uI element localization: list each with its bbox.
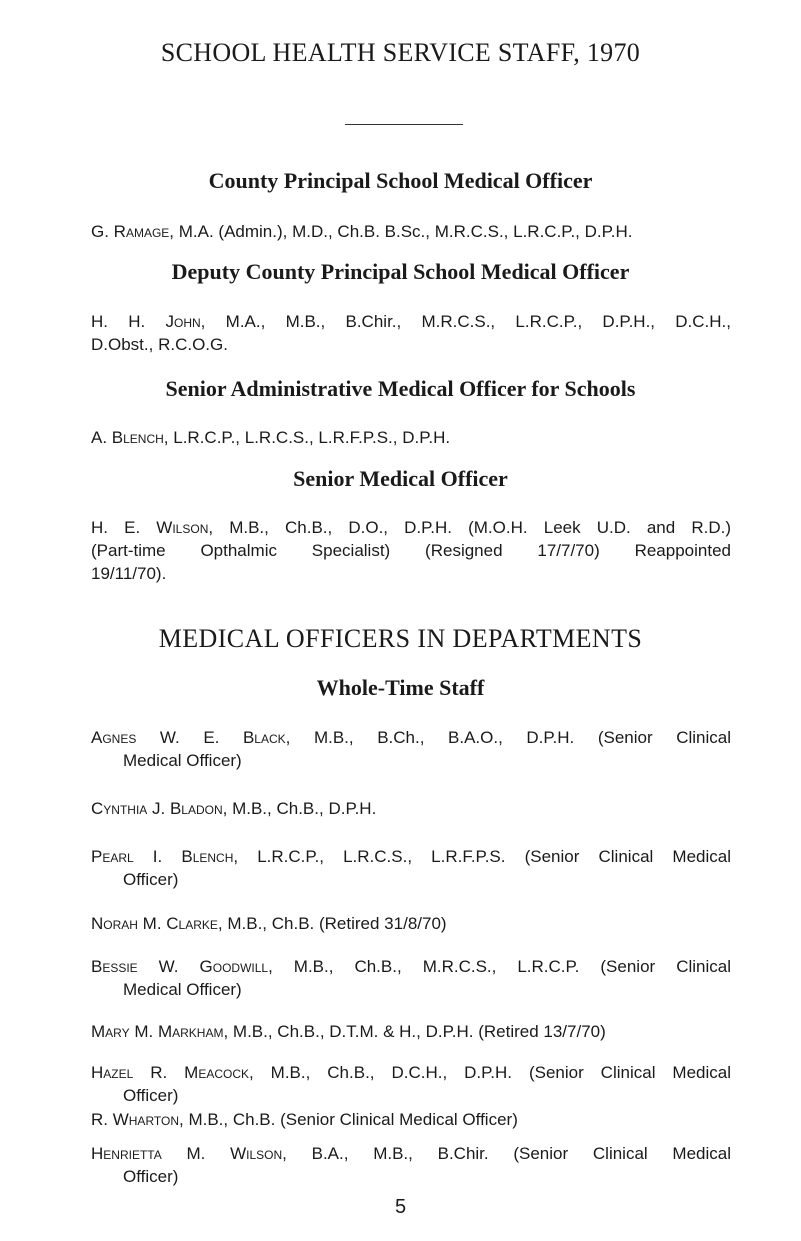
- staff-entry: [91, 955, 731, 1001]
- staff-qualifications-cont: Medical Officer): [123, 980, 242, 999]
- staff-qualifications-cont: D.Obst., R.C.O.G.: [91, 335, 228, 354]
- staff-entry: [91, 797, 731, 820]
- staff-qualifications-cont: Officer): [123, 1167, 179, 1186]
- page-number: 5: [394, 1196, 407, 1218]
- departments-heading: MEDICAL OFFICERS IN DEPARTMENTS: [158, 624, 643, 653]
- staff-qualifications-cont: Medical Officer): [123, 751, 242, 770]
- staff-qualifications-cont: 19/11/70).: [91, 564, 167, 583]
- staff-entry: [91, 516, 731, 585]
- staff-name: G. Ramage,: [91, 222, 175, 241]
- staff-qualifications: M.B., Ch.B. (Retired 31/8/70): [222, 914, 447, 933]
- section-heading: Deputy County Principal School Medical Officer: [171, 259, 630, 284]
- staff-name: Pearl I. Blench,: [91, 847, 239, 866]
- staff-qualifications: M.B., Ch.B., M.R.C.S., L.R.C.P. (Senior Clinical: [272, 957, 731, 976]
- staff-entry: [91, 912, 731, 935]
- section-heading: Senior Medical Officer: [293, 466, 508, 491]
- staff-name: Mary M. Markham,: [91, 1022, 229, 1041]
- staff-qualifications: M.B., Ch.B., D.O., D.P.H. (M.O.H. Leek U.D. and R.D.): [213, 518, 731, 537]
- staff-entry: [91, 426, 731, 449]
- staff-entry: [91, 1108, 731, 1131]
- staff-qualifications: M.A. (Admin.), M.D., Ch.B. B.Sc., M.R.C.S., L.R.C.P., D.P.H.: [174, 222, 633, 241]
- section-heading: Senior Administrative Medical Officer for Schools: [165, 376, 636, 401]
- staff-name: R. Wharton,: [91, 1110, 184, 1129]
- staff-name: Hazel R. Meacock,: [91, 1063, 254, 1082]
- staff-qualifications: M.B., Ch.B. (Senior Clinical Medical Officer): [183, 1110, 518, 1129]
- staff-qualifications-cont: Officer): [123, 870, 179, 889]
- staff-qualifications: M.A., M.B., B.Chir., M.R.C.S., L.R.C.P., D.P.H., D.C.H.,: [205, 312, 731, 331]
- page-title: SCHOOL HEALTH SERVICE STAFF, 1970: [160, 38, 641, 67]
- staff-qualifications: M.B., Ch.B., D.P.H.: [227, 799, 377, 818]
- staff-name: Agnes W. E. Black,: [91, 728, 291, 747]
- staff-qualifications: M.B., B.Ch., B.A.O., D.P.H. (Senior Clinical: [290, 728, 731, 747]
- staff-name: Cynthia J. Bladon,: [91, 799, 228, 818]
- staff-name: H. H. John,: [91, 312, 206, 331]
- staff-name: A. Blench,: [91, 428, 169, 447]
- staff-entry: [91, 310, 731, 356]
- staff-qualifications: L.R.C.P., L.R.C.S., L.R.F.P.S., D.P.H.: [168, 428, 451, 447]
- staff-qualifications: M.B., Ch.B., D.C.H., D.P.H. (Senior Clinical Medical: [253, 1063, 731, 1082]
- staff-qualifications-cont: Officer): [123, 1086, 179, 1105]
- staff-entry: [91, 1020, 731, 1043]
- staff-entry: [91, 1061, 731, 1107]
- departments-subheading: Whole-Time Staff: [316, 675, 485, 700]
- staff-name: Henrietta M. Wilson,: [91, 1144, 287, 1163]
- staff-qualifications-cont: (Part-time Opthalmic Specialist) (Resigned 17/7/70) Reappointed: [91, 541, 731, 560]
- staff-qualifications: B.A., M.B., B.Chir. (Senior Clinical Medical: [286, 1144, 732, 1163]
- staff-name: H. E. Wilson,: [91, 518, 214, 537]
- staff-name: Norah M. Clarke,: [91, 914, 223, 933]
- staff-name: Bessie W. Goodwill,: [91, 957, 273, 976]
- staff-entry: [91, 726, 731, 772]
- staff-entry: [91, 220, 731, 243]
- title-divider: [345, 124, 463, 125]
- staff-entry: [91, 1142, 731, 1188]
- staff-qualifications: L.R.C.P., L.R.C.S., L.R.F.P.S. (Senior Clinical Medical: [238, 847, 731, 866]
- staff-entry: [91, 845, 731, 891]
- staff-qualifications: M.B., Ch.B., D.T.M. & H., D.P.H. (Retired 13/7/70): [228, 1022, 606, 1041]
- section-heading: County Principal School Medical Officer: [208, 168, 593, 193]
